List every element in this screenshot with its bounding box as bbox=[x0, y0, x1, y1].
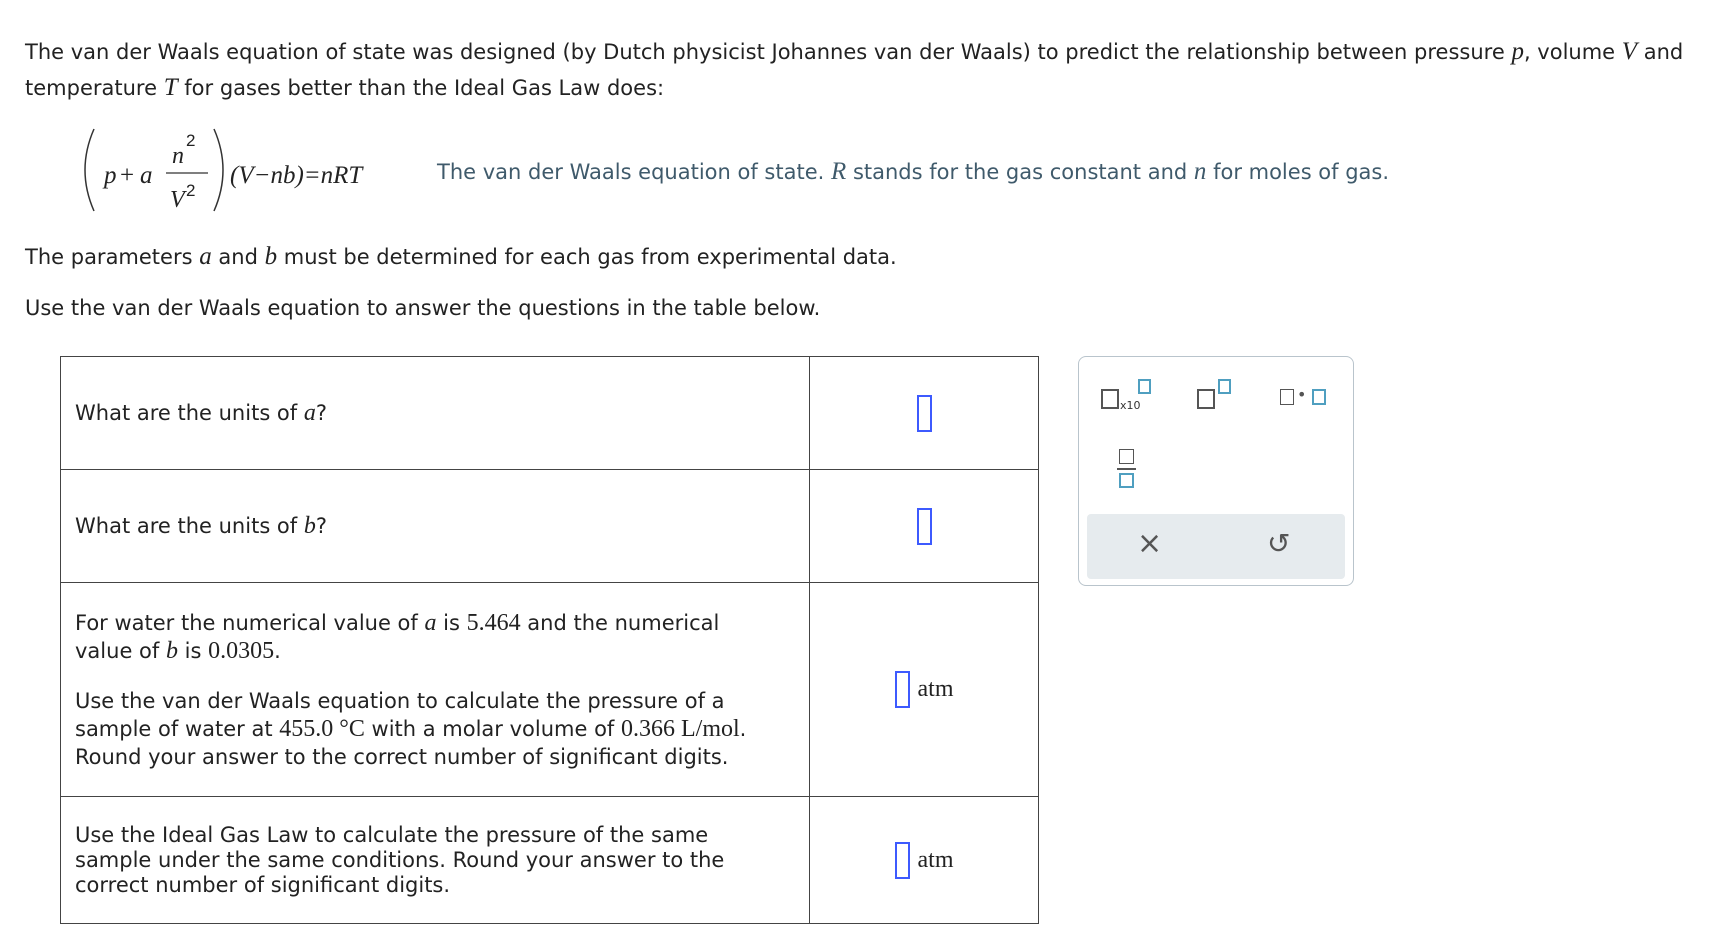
left-box-icon bbox=[1280, 389, 1294, 405]
q3-text: value of bbox=[75, 638, 166, 663]
q1-text-end: ? bbox=[315, 401, 328, 425]
var-p: p bbox=[1511, 38, 1524, 65]
q3-text: . bbox=[274, 638, 281, 663]
fraction-button[interactable] bbox=[1117, 449, 1137, 491]
table-row bbox=[61, 470, 1039, 583]
question-3 bbox=[61, 583, 810, 797]
eq-n-exp: 2 bbox=[186, 131, 196, 150]
van-der-waals-equation bbox=[80, 125, 420, 215]
answer-input-ideal-pressure[interactable] bbox=[895, 842, 910, 879]
question-1 bbox=[61, 357, 810, 470]
instructions-paragraph: Use the van der Waals equation to answer the questions in the table below. bbox=[25, 296, 821, 320]
q4-line-3: correct number of significant digits. bbox=[75, 872, 451, 897]
q4-line-1: Use the Ideal Gas Law to calculate the pressure of the same bbox=[75, 822, 709, 847]
multiply-dot-button[interactable] bbox=[1280, 385, 1332, 407]
superscript-button[interactable] bbox=[1197, 379, 1237, 415]
answer-cell-2 bbox=[810, 470, 1039, 583]
var-a: a bbox=[199, 243, 212, 270]
q3-text: For water the numerical value of bbox=[75, 610, 425, 635]
table-row bbox=[61, 797, 1039, 924]
undo-icon[interactable]: ↺ bbox=[1267, 527, 1291, 560]
q2-var: b bbox=[303, 513, 316, 539]
q3-line-1 bbox=[75, 609, 795, 637]
q3-text: . bbox=[739, 716, 747, 741]
eq-p: p bbox=[104, 162, 117, 189]
intro-text-3: and bbox=[1637, 40, 1684, 64]
unit-atm: atm bbox=[917, 676, 954, 702]
equation-caption bbox=[437, 158, 1389, 186]
q1-text: What are the units of bbox=[75, 401, 304, 425]
right-box-icon bbox=[1312, 389, 1326, 405]
question-table bbox=[60, 356, 1039, 924]
intro-text-2: , volume bbox=[1523, 40, 1622, 64]
var-n: n bbox=[1193, 158, 1207, 185]
para1-text-3: must be determined for each gas from experimental data. bbox=[277, 245, 897, 269]
answer-cell-4 bbox=[810, 797, 1039, 924]
numerator-box-icon bbox=[1119, 449, 1134, 464]
caption-text-2: stands for the gas constant and bbox=[846, 160, 1194, 184]
q3-var-a: a bbox=[424, 609, 437, 636]
answer-cell-1 bbox=[810, 357, 1039, 470]
q1-var: a bbox=[303, 400, 316, 426]
question-4 bbox=[61, 797, 810, 924]
q3-text: and the numerical bbox=[520, 610, 720, 635]
eq-n: n bbox=[172, 143, 184, 169]
question-2 bbox=[61, 470, 810, 583]
var-b: b bbox=[264, 243, 278, 270]
q3-var-b: b bbox=[165, 637, 178, 664]
caption-text-3: for moles of gas. bbox=[1206, 160, 1390, 184]
q3-text: is bbox=[177, 638, 209, 663]
answer-cell-3 bbox=[810, 583, 1039, 797]
eq-V-exp: 2 bbox=[186, 181, 196, 200]
fraction-bar-icon bbox=[1117, 468, 1136, 470]
q2-text-end: ? bbox=[315, 514, 328, 538]
var-T: T bbox=[163, 74, 178, 101]
table-row bbox=[61, 357, 1039, 470]
intro-paragraph bbox=[25, 34, 1715, 106]
q3-line-2 bbox=[75, 637, 795, 665]
table-row bbox=[61, 583, 1039, 797]
caption-text-1: The van der Waals equation of state. bbox=[437, 160, 831, 184]
q3-value-a: 5.464 bbox=[466, 609, 521, 636]
base-box-icon bbox=[1197, 389, 1215, 409]
eq-a: a bbox=[140, 162, 153, 189]
q4-line-2: sample under the same conditions. Round your answer to the bbox=[75, 847, 725, 872]
q3-text: sample of water at bbox=[75, 716, 280, 741]
q3-line-4 bbox=[75, 715, 795, 743]
q3-value-b: 0.0305 bbox=[208, 637, 275, 664]
eq-V: V bbox=[170, 187, 185, 213]
dot-icon: • bbox=[1297, 385, 1307, 404]
scientific-notation-button[interactable] bbox=[1101, 379, 1157, 415]
para1-text-2: and bbox=[211, 245, 265, 269]
math-palette bbox=[1078, 356, 1354, 586]
q3-text: is bbox=[436, 610, 467, 635]
exponent-box-icon bbox=[1218, 379, 1231, 394]
intro-text-1: The van der Waals equation of state was designed (by Dutch physicist Johannes van der Waals) to predict the relationship between pressure bbox=[25, 40, 1512, 64]
base-box-icon bbox=[1101, 389, 1119, 409]
var-R: R bbox=[830, 158, 847, 185]
x10-label: x10 bbox=[1120, 399, 1141, 412]
q3-temperature: 455.0 °C bbox=[279, 715, 365, 742]
eq-plus: + bbox=[120, 162, 135, 189]
denominator-box-icon bbox=[1119, 473, 1134, 488]
exponent-box-icon bbox=[1138, 379, 1151, 394]
q3-molar-volume: 0.366 L/mol bbox=[621, 715, 740, 742]
q3-text: with a molar volume of bbox=[364, 716, 621, 741]
var-V: V bbox=[1621, 38, 1638, 65]
q3-line-3: Use the van der Waals equation to calculate the pressure of a bbox=[75, 688, 725, 713]
q3-line-5: Round your answer to the correct number of significant digits. bbox=[75, 744, 729, 769]
intro-text-4: temperature bbox=[25, 76, 164, 100]
para1-text-1: The parameters bbox=[25, 245, 200, 269]
answer-input-vdw-pressure[interactable] bbox=[895, 671, 910, 708]
palette-action-bar bbox=[1087, 514, 1345, 579]
answer-input-units-b[interactable] bbox=[917, 508, 932, 545]
parameters-paragraph bbox=[25, 243, 897, 271]
clear-icon[interactable]: × bbox=[1137, 526, 1163, 561]
q2-text: What are the units of bbox=[75, 514, 304, 538]
intro-text-5: for gases better than the Ideal Gas Law does: bbox=[177, 76, 665, 100]
answer-input-units-a[interactable] bbox=[917, 395, 932, 432]
unit-atm: atm bbox=[917, 846, 954, 873]
eq-rhs: (V−nb)=nRT bbox=[230, 162, 363, 189]
